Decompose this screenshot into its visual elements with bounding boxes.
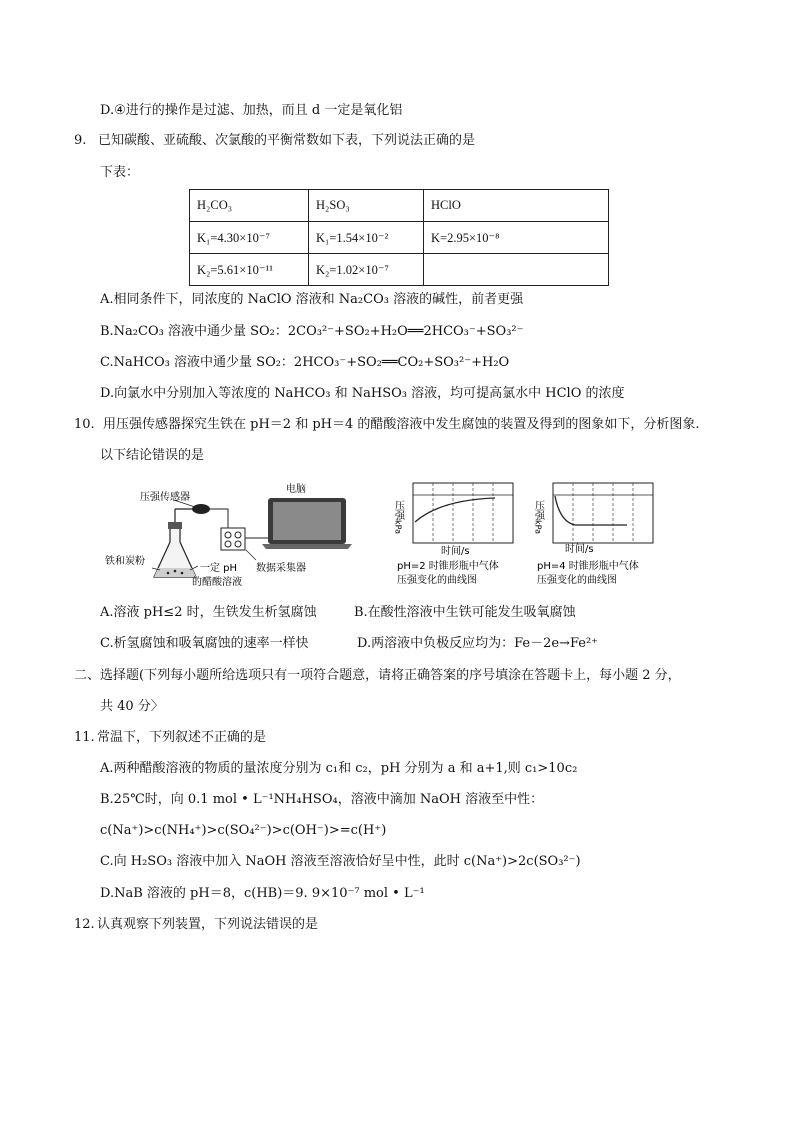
q9-number: 9. <box>74 133 87 148</box>
x-axis-label: 时间/s <box>565 544 594 555</box>
q9-option-d: D.向氯水中分别加入等浓度的 NaHCO₃ 和 NaHSO₃ 溶液，均可提高氯水中 HClO 的浓度 <box>100 386 625 401</box>
graph2-caption-1: pH=4 时锥形瓶中气体 <box>537 561 639 572</box>
section-heading-cont: 共 40 分〉 <box>100 699 164 714</box>
data-collector-icon <box>221 528 245 550</box>
q10-option-b: B.在酸性溶液中生铁可能发生吸氧腐蚀 <box>354 605 576 620</box>
y-axis-label: 压强 <box>392 500 404 520</box>
sensor-label: 压强传感器 <box>140 492 190 503</box>
table-cell: HClO <box>424 190 609 222</box>
section-heading: 二、选择题(下列每小题所给选项只有一项符合题意，请将正确答案的序号填涂在答题卡上，每小题 2 分， <box>74 668 681 683</box>
q12-stem: 认真观察下列装置，下列说法错误的是 <box>97 917 319 932</box>
table-row <box>190 190 609 222</box>
q9-option-c: C.NaHCO₃ 溶液中通少量 SO₂：2HCO₃⁻+SO₂══CO₂+SO₃²⁻+H₂O <box>100 355 510 370</box>
table-cell: K₁=1.54×10⁻² <box>309 222 424 254</box>
q10-option-d: D.两溶液中负极反应均为：Fe－2e→Fe²⁺ <box>357 636 599 651</box>
q9-table-intro: 下表： <box>100 165 140 180</box>
q11-option-a: A.两种醋酸溶液的物质的量浓度分别为 c₁和 c₂，pH 分别为 a 和 a+1,则 c₁>10c₂ <box>100 761 578 776</box>
pressure-sensor-icon <box>192 504 210 514</box>
q11-option-c: C.向 H₂SO₃ 溶液中加入 NaOH 溶液至溶液恰好呈中性，此时 c(Na⁺)>2c(SO₃²⁻) <box>100 854 581 869</box>
table-cell <box>424 254 609 286</box>
computer-label: 电脑 <box>286 484 306 495</box>
table-cell: K=2.95×10⁻⁸ <box>424 222 609 254</box>
q8-option-d: D.④进行的操作是过滤、加热，而且 d 一定是氧化铝 <box>100 103 403 118</box>
solution-label-2: 的醋酸溶液 <box>192 577 242 588</box>
q9-stem: 已知碳酸、亚硫酸、次氯酸的平衡常数如下表，下列说法正确的是 <box>98 133 476 148</box>
table-cell: K₁=4.30×10⁻⁷ <box>190 222 309 254</box>
y-axis-unit: kPa <box>393 520 403 534</box>
graph1-caption-2: 压强变化的曲线图 <box>397 575 477 586</box>
graph2-caption-2: 压强变化的曲线图 <box>537 575 617 586</box>
q11-option-b-cont: c(Na⁺)>c(NH₄⁺)>c(SO₄²⁻)>c(OH⁻)>=c(H⁺) <box>100 823 387 838</box>
graph-ph2 <box>392 478 520 590</box>
solution-label-1: 一定 pH <box>200 563 238 574</box>
table-cell: K₂=5.61×10⁻¹¹ <box>190 254 309 286</box>
q10-stem-cont: 以下结论错误的是 <box>100 448 205 463</box>
q11-option-b: B.25℃时，向 0.1 mol • L⁻¹NH₄HSO₄，溶液中滴加 NaOH 溶液至中性： <box>100 792 544 807</box>
q10-option-a: A.溶液 pH≤2 时，生铁发生析氢腐蚀 <box>100 605 317 620</box>
y-axis-unit: kPa <box>533 520 543 534</box>
y-axis-label: 压强 <box>532 500 544 520</box>
table-cell: H₂CO₃ <box>190 190 309 222</box>
table-row <box>190 222 609 254</box>
equilibrium-constant-table <box>189 189 609 286</box>
q10-stem: 用压强传感器探究生铁在 pH＝2 和 pH＝4 的醋酸溶液中发生腐蚀的装置及得到的图象如下，分析图象. <box>103 417 700 432</box>
table-row <box>190 254 609 286</box>
collector-label: 数据采集器 <box>256 563 306 574</box>
q10-option-c: C.析氢腐蚀和吸氧腐蚀的速率一样快 <box>100 636 309 651</box>
q9-option-a: A.相同条件下，同浓度的 NaClO 溶液和 Na₂CO₃ 溶液的碱性，前者更强 <box>100 292 524 307</box>
apparatus-diagram <box>100 478 360 593</box>
q9-option-b: B.Na₂CO₃ 溶液中通少量 SO₂：2CO₃²⁻+SO₂+H₂O══2HCO₃⁻+SO₃²⁻ <box>100 324 524 339</box>
iron-label: 铁和炭粉 <box>105 556 145 567</box>
q11-number: 11. <box>74 730 95 745</box>
q12-number: 12. <box>74 917 95 932</box>
x-axis-label: 时间/s <box>441 546 470 557</box>
q11-stem: 常温下，下列叙述不正确的是 <box>97 730 267 745</box>
table-cell: H₂SO₃ <box>309 190 424 222</box>
q10-number: 10. <box>74 417 95 432</box>
q11-option-d: D.NaB 溶液的 pH＝8，c(HB)＝9. 9×10⁻⁷ mol • L⁻¹ <box>100 886 425 901</box>
graph-ph4 <box>532 478 660 590</box>
stopper-icon <box>168 522 182 529</box>
table-cell: K₂=1.02×10⁻⁷ <box>309 254 424 286</box>
graph1-caption-1: pH=2 时锥形瓶中气体 <box>397 561 499 572</box>
